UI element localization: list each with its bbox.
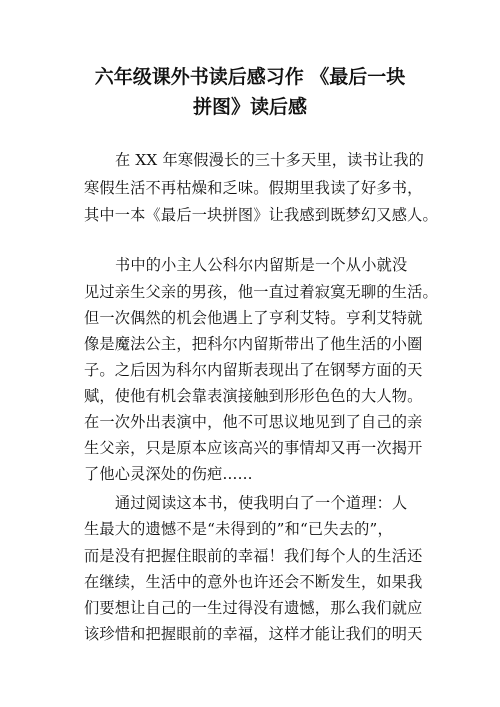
paragraph-line: 通过阅读这本书，使我明白了一个道理：人	[115, 494, 408, 512]
document-title-line-2: 拼图》读后感	[192, 96, 307, 118]
paragraph-line: 们要想让自己的一生过得没有遗憾，那么我们就应	[84, 599, 423, 617]
paragraph-line: 寒假生活不再枯燥和乏味。假期里我读了好多书，	[84, 179, 423, 197]
paragraph-line: 像是魔法公主，把科尔内留斯带出了他生活的小圈	[84, 335, 423, 353]
paragraph-line: 子。之后因为科尔内留斯表现出了在钢琴方面的天	[84, 361, 423, 379]
paragraph-line: 而是没有把握住眼前的幸福！我们每个人的生活还	[84, 547, 423, 565]
paragraph-line: 在一次外出表演中，他不可思议地见到了自己的亲	[84, 413, 423, 431]
paragraph-line: 在继续，生活中的意外也许还会不断发生，如果我	[84, 573, 423, 591]
paragraph-line: 该珍惜和把握眼前的幸福，这样才能让我们的明天	[84, 625, 423, 643]
paragraph-line: 赋，使他有机会靠表演接触到形形色色的大人物。	[84, 387, 423, 405]
paragraph-line: 在 XX 年寒假漫长的三十多天里，读书让我的	[115, 151, 425, 169]
paragraph-line: 生父亲，只是原本应该高兴的事情却又再一次揭开	[84, 439, 423, 457]
paragraph-line: 书中的小主人公科尔内留斯是一个从小就没	[115, 256, 408, 274]
paragraph-line: 了他心灵深处的伤疤......	[84, 465, 253, 483]
paragraph-line: 但一次偶然的机会他遇上了亨利艾特。亨利艾特就	[84, 309, 423, 327]
paragraph-line: 生最大的遗憾不是“未得到的”和“已失去的”，	[84, 520, 393, 538]
document-title-line-1: 六年级课外书读后感习作 《最后一块	[94, 66, 406, 88]
paragraph-line: 见过亲生父亲的男孩，他一直过着寂寞无聊的生活。	[84, 283, 438, 301]
paragraph-line: 其中一本《最后一块拼图》让我感到既梦幻又感人。	[84, 206, 438, 224]
